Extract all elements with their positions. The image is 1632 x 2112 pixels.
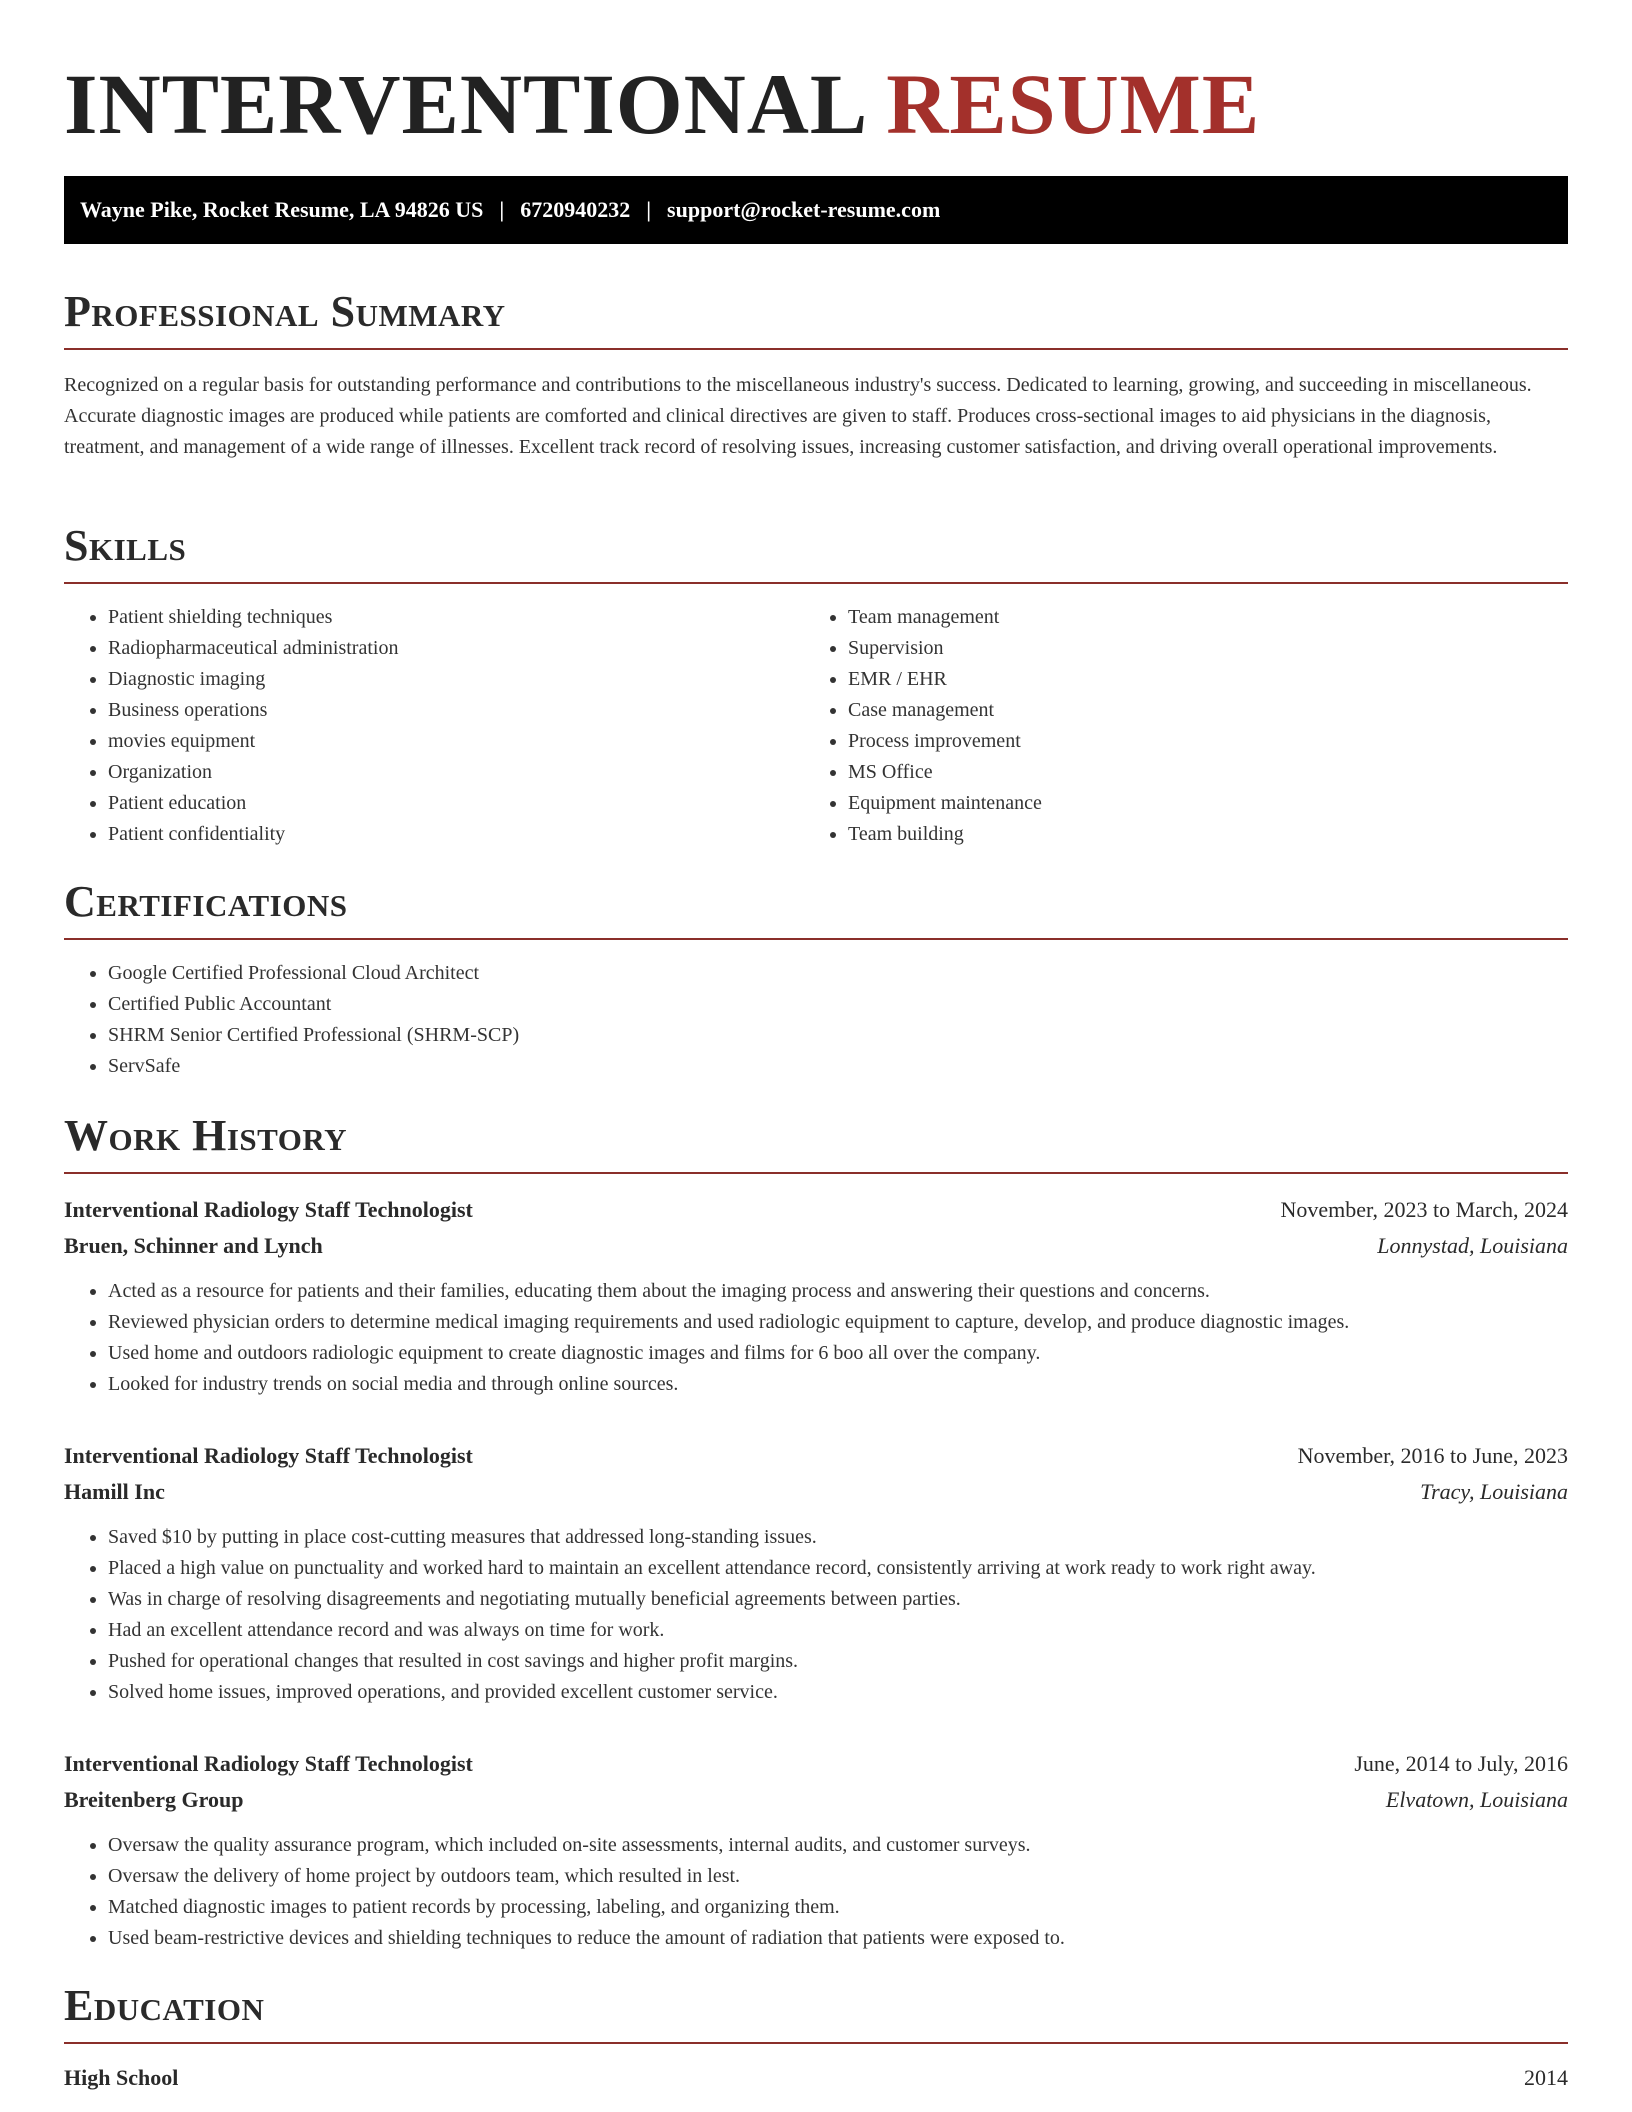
job-entry (64, 1438, 1568, 1708)
certification-item: • Google Certified Professional Cloud Architect (108, 958, 1568, 989)
job-bullet: • Looked for industry trends on social media and through online sources. (108, 1369, 1568, 1400)
skill-item: • MS Office (848, 757, 1544, 788)
job-bullet: • Reviewed physician orders to determine medical imaging requirements and used radiologic equipment to capture, develop, and produce diagnostic images. (108, 1307, 1568, 1338)
job-title: Interventional Radiology Staff Technologist (64, 1751, 473, 1776)
job-title: Interventional Radiology Staff Technologist (64, 1443, 473, 1468)
job-company: Hamill Inc (64, 1479, 165, 1504)
job-bullets (64, 1276, 1568, 1400)
job-entry (64, 1192, 1568, 1400)
certifications-list (64, 958, 1568, 1082)
skill-item: • Patient shielding techniques (108, 602, 804, 633)
skill-item: • Patient education (108, 788, 804, 819)
skills-section (64, 521, 1568, 850)
job-bullet: • Acted as a resource for patients and their families, educating them about the imaging process and answering their questions and concerns. (108, 1276, 1568, 1307)
contact-email: support@rocket-resume.com (667, 197, 941, 222)
job-bullet: • Used home and outdoors radiologic equipment to create diagnostic images and films for 6 boo all over the company. (108, 1338, 1568, 1369)
skills-column-right (804, 602, 1544, 850)
section-heading: Education (64, 1984, 1568, 2044)
section-heading: Skills (64, 524, 1568, 584)
skills-list-left (64, 602, 804, 850)
skills-column-left (64, 602, 804, 850)
job-dates: June, 2014 to July, 2016 (1354, 1751, 1568, 1776)
job-bullet: • Oversaw the quality assurance program, which included on-site assessments, internal audits, and customer surveys. (108, 1830, 1568, 1861)
skill-item: • EMR / EHR (848, 664, 1544, 695)
skill-item: • Patient confidentiality (108, 819, 804, 850)
job-header-row (64, 1438, 1568, 1474)
job-bullets (64, 1522, 1568, 1708)
resume-content (64, 0, 1568, 2090)
resume-title (64, 58, 1568, 150)
section-heading: Work History (64, 1114, 1568, 1174)
contact-separator: | (499, 197, 505, 222)
contact-separator: | (646, 197, 652, 222)
job-dates: November, 2023 to March, 2024 (1280, 1197, 1568, 1222)
job-bullet: • Oversaw the delivery of home project by outdoors team, which resulted in lest. (108, 1861, 1568, 1892)
skills-columns (64, 602, 1568, 850)
title-part-1: INTERVENTIONAL (64, 56, 869, 152)
title-part-2: RESUME (886, 56, 1261, 152)
work-history-section (64, 1111, 1568, 1954)
job-company-row (64, 1474, 1568, 1510)
skill-item: • Team management (848, 602, 1544, 633)
skill-item: • Team building (848, 819, 1544, 850)
job-header-row (64, 1746, 1568, 1782)
job-bullet: • Saved $10 by putting in place cost-cutting measures that addressed long-standing issues. (108, 1522, 1568, 1553)
job-entry (64, 1746, 1568, 1954)
job-location: Tracy, Louisiana (1420, 1479, 1568, 1504)
skill-item: • Case management (848, 695, 1544, 726)
section-heading: Professional Summary (64, 290, 1568, 350)
certification-item: • SHRM Senior Certified Professional (SHRM-SCP) (108, 1020, 1568, 1051)
job-bullet: • Pushed for operational changes that resulted in cost savings and higher profit margins. (108, 1646, 1568, 1677)
job-location: Elvatown, Louisiana (1385, 1787, 1568, 1812)
skill-item: • Supervision (848, 633, 1544, 664)
certifications-section (64, 877, 1568, 1082)
job-company-row (64, 1228, 1568, 1264)
skill-item: • Organization (108, 757, 804, 788)
job-header-row (64, 1192, 1568, 1228)
professional-summary-section (64, 287, 1568, 463)
skills-list-right (804, 602, 1544, 850)
skill-item: • Diagnostic imaging (108, 664, 804, 695)
summary-text: Recognized on a regular basis for outstanding performance and contributions to the miscellaneous industry's success. Dedicated to learning, growing, and succeeding in miscellaneous. Accurate diagnostic images are produced while patients are comforted and clinical directives are given to staff. Produces cross-sectional images to aid physicians in the diagnosis, treatment, and management of a wide range of illnesses. Excellent track record of resolving issues, increasing customer satisfaction, and driving overall operational improvements. (64, 374, 1532, 458)
education-row (64, 2060, 1568, 2096)
job-bullet: • Solved home issues, improved operations, and provided excellent customer service. (108, 1677, 1568, 1708)
job-location: Lonnystad, Louisiana (1377, 1233, 1568, 1258)
skill-item: • Business operations (108, 695, 804, 726)
section-heading: Certifications (64, 880, 1568, 940)
skill-item: • Radiopharmaceutical administration (108, 633, 804, 664)
job-bullet: • Placed a high value on punctuality and worked hard to maintain an excellent attendance record, consistently arriving at work ready to work right away. (108, 1553, 1568, 1584)
job-company: Breitenberg Group (64, 1787, 244, 1812)
job-company: Bruen, Schinner and Lynch (64, 1233, 323, 1258)
contact-phone: 6720940232 (520, 197, 631, 222)
job-company-row (64, 1782, 1568, 1818)
contact-address: Wayne Pike, Rocket Resume, LA 94826 US (80, 197, 484, 222)
job-bullet: • Had an excellent attendance record and was always on time for work. (108, 1615, 1568, 1646)
education-year: 2014 (1524, 2065, 1568, 2090)
certification-item: • Certified Public Accountant (108, 989, 1568, 1020)
certification-item: • ServSafe (108, 1051, 1568, 1082)
contact-bar (64, 176, 1568, 244)
skill-item: • Equipment maintenance (848, 788, 1544, 819)
education-degree: High School (64, 2065, 179, 2090)
job-bullet: • Was in charge of resolving disagreements and negotiating mutually beneficial agreements between parties. (108, 1584, 1568, 1615)
education-section (64, 1981, 1568, 2096)
job-title: Interventional Radiology Staff Technologist (64, 1197, 473, 1222)
job-dates: November, 2016 to June, 2023 (1297, 1443, 1568, 1468)
job-bullet: • Matched diagnostic images to patient records by processing, labeling, and organizing them. (108, 1892, 1568, 1923)
job-bullets (64, 1830, 1568, 1954)
skill-item: • movies equipment (108, 726, 804, 757)
skill-item: • Process improvement (848, 726, 1544, 757)
job-bullet: • Used beam-restrictive devices and shielding techniques to reduce the amount of radiation that patients were exposed to. (108, 1923, 1568, 1954)
